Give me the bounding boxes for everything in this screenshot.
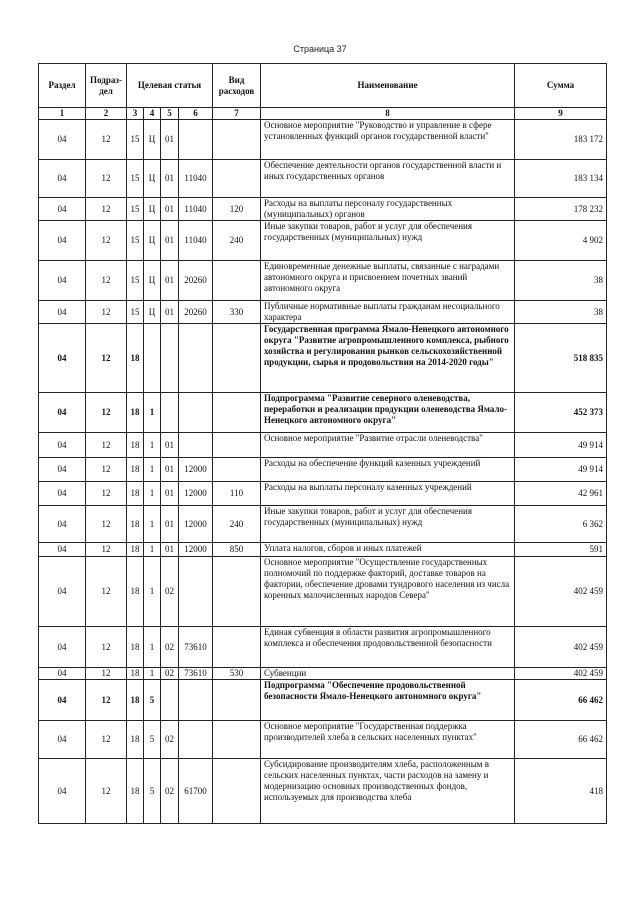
podrazdel-cell: 12 [86,301,127,324]
subprogram-code-cell: 5 [144,721,161,759]
razdel-cell: 04 [39,721,86,759]
expense-type-cell [213,160,261,198]
activity-code-cell: 02 [161,627,179,668]
razdel-cell: 04 [39,506,86,543]
activity-code-cell: 01 [161,261,179,301]
program-code-cell: 15 [127,160,144,198]
expense-type-cell: 120 [213,198,261,221]
table-row [39,120,607,160]
program-code-cell: 15 [127,261,144,301]
sum-cell: 183 172 [515,120,607,160]
podrazdel-cell: 12 [86,433,127,458]
table-row [39,221,607,261]
table-row [39,543,607,557]
program-code-cell: 18 [127,433,144,458]
subprogram-code-cell: Ц [144,198,161,221]
podrazdel-cell: 12 [86,759,127,824]
podrazdel-cell: 12 [86,324,127,393]
direction-code-cell: 12000 [179,543,213,557]
name-cell: Единовременные денежные выплаты, связанные с наградами автономного округа и присвоением почетных званий автономного округа [261,261,515,301]
header-vid-rashodov: Вид расходов [213,64,261,108]
direction-code-cell: 11040 [179,221,213,261]
subprogram-code-cell: Ц [144,160,161,198]
expense-type-cell [213,721,261,759]
direction-code-cell: 73610 [179,668,213,680]
razdel-cell: 04 [39,393,86,433]
sum-cell: 49 914 [515,433,607,458]
expense-type-cell: 240 [213,221,261,261]
expense-type-cell: 330 [213,301,261,324]
expense-type-cell [213,120,261,160]
direction-code-cell: 12000 [179,482,213,506]
name-cell: Субвенции [261,668,515,680]
program-code-cell: 18 [127,482,144,506]
razdel-cell: 04 [39,433,86,458]
expense-type-cell [213,458,261,482]
table-row [39,301,607,324]
expense-type-cell: 240 [213,506,261,543]
direction-code-cell: 11040 [179,198,213,221]
razdel-cell: 04 [39,261,86,301]
subprogram-code-cell: 1 [144,543,161,557]
subprogram-code-cell: Ц [144,221,161,261]
name-cell: Иные закупки товаров, работ и услуг для обеспечения государственных (муниципальных) нужд [261,506,515,543]
razdel-cell: 04 [39,668,86,680]
name-cell: Расходы на выплаты персоналу казенных учреждений [261,482,515,506]
subprogram-code-cell: Ц [144,261,161,301]
activity-code-cell: 01 [161,120,179,160]
subprogram-code-cell: 1 [144,506,161,543]
subprogram-code-cell: 5 [144,680,161,721]
direction-code-cell [179,120,213,160]
name-cell: Публичные нормативные выплаты гражданам несоциального характера [261,301,515,324]
program-code-cell: 15 [127,120,144,160]
column-number: 3 [127,108,144,120]
activity-code-cell: 01 [161,506,179,543]
name-cell: Основное мероприятие "Руководство и управление в сфере установленных функций органов государственной власти" [261,120,515,160]
name-cell: Подпрограмма "Развитие северного оленеводства, переработки и реализации продукции оленеводства Ямало-Ненецкого автономного округа" [261,393,515,433]
expense-type-cell [213,261,261,301]
podrazdel-cell: 12 [86,506,127,543]
podrazdel-cell: 12 [86,160,127,198]
expense-type-cell [213,627,261,668]
program-code-cell: 18 [127,759,144,824]
activity-code-cell: 01 [161,543,179,557]
table-row [39,721,607,759]
direction-code-cell [179,433,213,458]
direction-code-cell: 12000 [179,458,213,482]
activity-code-cell: 01 [161,301,179,324]
sum-cell: 178 232 [515,198,607,221]
razdel-cell: 04 [39,301,86,324]
column-number: 1 [39,108,86,120]
razdel-cell: 04 [39,160,86,198]
program-code-cell: 18 [127,557,144,627]
expense-type-cell: 530 [213,668,261,680]
sum-cell: 6 362 [515,506,607,543]
podrazdel-cell: 12 [86,668,127,680]
name-cell: Субсидирование производителям хлеба, расположенным в сельских населенных пунктах, части расходов на замену и модернизацию основных производственных фондов, используемых для производства хлеба [261,759,515,824]
column-number: 6 [179,108,213,120]
direction-code-cell [179,680,213,721]
sum-cell: 66 462 [515,680,607,721]
subprogram-code-cell: 1 [144,482,161,506]
subprogram-code-cell: 1 [144,668,161,680]
sum-cell: 518 835 [515,324,607,393]
subprogram-code-cell [144,324,161,393]
podrazdel-cell: 12 [86,261,127,301]
name-cell: Расходы на выплаты персоналу государственных (муниципальных) органов [261,198,515,221]
podrazdel-cell: 12 [86,458,127,482]
activity-code-cell [161,324,179,393]
razdel-cell: 04 [39,627,86,668]
expense-type-cell [213,433,261,458]
sum-cell: 402 459 [515,668,607,680]
razdel-cell: 04 [39,324,86,393]
direction-code-cell: 73610 [179,627,213,668]
sum-cell: 183 134 [515,160,607,198]
razdel-cell: 04 [39,759,86,824]
expense-type-cell [213,680,261,721]
program-code-cell: 15 [127,198,144,221]
program-code-cell: 18 [127,324,144,393]
table-row [39,482,607,506]
podrazdel-cell: 12 [86,198,127,221]
sum-cell: 49 914 [515,458,607,482]
podrazdel-cell: 12 [86,721,127,759]
direction-code-cell [179,721,213,759]
table-row [39,393,607,433]
table-row [39,160,607,198]
program-code-cell: 18 [127,721,144,759]
podrazdel-cell: 12 [86,221,127,261]
sum-cell: 38 [515,261,607,301]
column-number: 9 [515,108,607,120]
direction-code-cell: 20260 [179,261,213,301]
activity-code-cell [161,680,179,721]
column-number-row [39,108,607,120]
subprogram-code-cell: Ц [144,120,161,160]
table-row [39,198,607,221]
activity-code-cell: 02 [161,557,179,627]
subprogram-code-cell: 1 [144,433,161,458]
direction-code-cell: 20260 [179,301,213,324]
name-cell: Обеспечение деятельности органов государственной власти и иных государственных органов [261,160,515,198]
column-number: 8 [261,108,515,120]
table-row [39,668,607,680]
program-code-cell: 18 [127,627,144,668]
table-row [39,433,607,458]
header-podrazdel: Подраз-дел [86,64,127,108]
table-row [39,680,607,721]
program-code-cell: 18 [127,680,144,721]
column-number: 2 [86,108,127,120]
podrazdel-cell: 12 [86,482,127,506]
razdel-cell: 04 [39,680,86,721]
subprogram-code-cell: 1 [144,627,161,668]
razdel-cell: 04 [39,198,86,221]
podrazdel-cell: 12 [86,557,127,627]
podrazdel-cell: 12 [86,120,127,160]
name-cell: Государственная программа Ямало-Ненецкого автономного округа "Развитие агропромышленного комплекса, рыбного хозяйства и регулирования рынков сельскохозяйственной продукции, сырья и продовольствия на 2014-2020 годы" [261,324,515,393]
page-number: Страница 37 [293,44,347,54]
podrazdel-cell: 12 [86,627,127,668]
direction-code-cell [179,393,213,433]
table-row [39,759,607,824]
podrazdel-cell: 12 [86,393,127,433]
razdel-cell: 04 [39,482,86,506]
expense-type-cell [213,557,261,627]
sum-cell: 402 459 [515,557,607,627]
budget-table [38,63,607,824]
activity-code-cell: 02 [161,721,179,759]
name-cell: Иные закупки товаров, работ и услуг для обеспечения государственных (муниципальных) нужд [261,221,515,261]
razdel-cell: 04 [39,221,86,261]
activity-code-cell: 01 [161,198,179,221]
activity-code-cell: 01 [161,221,179,261]
expense-type-cell: 110 [213,482,261,506]
table-row [39,458,607,482]
column-number: 7 [213,108,261,120]
program-code-cell: 18 [127,393,144,433]
direction-code-cell: 12000 [179,506,213,543]
activity-code-cell: 01 [161,458,179,482]
table-row [39,324,607,393]
direction-code-cell: 61700 [179,759,213,824]
expense-type-cell [213,324,261,393]
direction-code-cell: 11040 [179,160,213,198]
activity-code-cell: 02 [161,759,179,824]
program-code-cell: 15 [127,301,144,324]
razdel-cell: 04 [39,557,86,627]
razdel-cell: 04 [39,120,86,160]
expense-type-cell [213,393,261,433]
header-razdel: Раздел [39,64,86,108]
activity-code-cell: 01 [161,160,179,198]
sum-cell: 452 373 [515,393,607,433]
name-cell: Основное мероприятие "Государственная поддержка производителей хлеба в сельских населенных пунктах" [261,721,515,759]
subprogram-code-cell: 5 [144,759,161,824]
table-row [39,261,607,301]
program-code-cell: 18 [127,458,144,482]
header-naimenovanie: Наименование [261,64,515,108]
direction-code-cell [179,557,213,627]
sum-cell: 591 [515,543,607,557]
podrazdel-cell: 12 [86,543,127,557]
sum-cell: 402 459 [515,627,607,668]
direction-code-cell [179,324,213,393]
column-number: 5 [161,108,179,120]
subprogram-code-cell: 1 [144,393,161,433]
table-row [39,627,607,668]
podrazdel-cell: 12 [86,680,127,721]
activity-code-cell [161,393,179,433]
name-cell: Единая субвенция в области развития агропромышленного комплекса и обеспечения продовольственной безопасности [261,627,515,668]
sum-cell: 42 961 [515,482,607,506]
sum-cell: 38 [515,301,607,324]
sum-cell: 4 902 [515,221,607,261]
activity-code-cell: 01 [161,433,179,458]
expense-type-cell [213,759,261,824]
sum-cell: 66 462 [515,721,607,759]
subprogram-code-cell: Ц [144,301,161,324]
column-number: 4 [144,108,161,120]
table-row [39,557,607,627]
subprogram-code-cell: 1 [144,458,161,482]
activity-code-cell: 01 [161,482,179,506]
name-cell: Расходы на обеспечение функций казенных учреждений [261,458,515,482]
program-code-cell: 15 [127,221,144,261]
razdel-cell: 04 [39,458,86,482]
expense-type-cell: 850 [213,543,261,557]
subprogram-code-cell: 1 [144,557,161,627]
razdel-cell: 04 [39,543,86,557]
header-row [39,64,607,108]
header-celevaya-statya: Целевая статья [127,64,213,108]
name-cell: Уплата налогов, сборов и иных платежей [261,543,515,557]
name-cell: Основное мероприятие "Осуществление государственных полномочий по поддержке факторий, доставке товаров на фактории, обеспечение дровами тундрового населения из числа коренных малочисленных народов Севера" [261,557,515,627]
sum-cell: 418 [515,759,607,824]
name-cell: Основное мероприятие "Развитие отрасли оленеводства" [261,433,515,458]
table-row [39,506,607,543]
program-code-cell: 18 [127,668,144,680]
program-code-cell: 18 [127,543,144,557]
name-cell: Подпрограмма "Обеспечение продовольственной безопасности Ямало-Ненецкого автономного округа" [261,680,515,721]
activity-code-cell: 02 [161,668,179,680]
program-code-cell: 18 [127,506,144,543]
header-summa: Сумма [515,64,607,108]
